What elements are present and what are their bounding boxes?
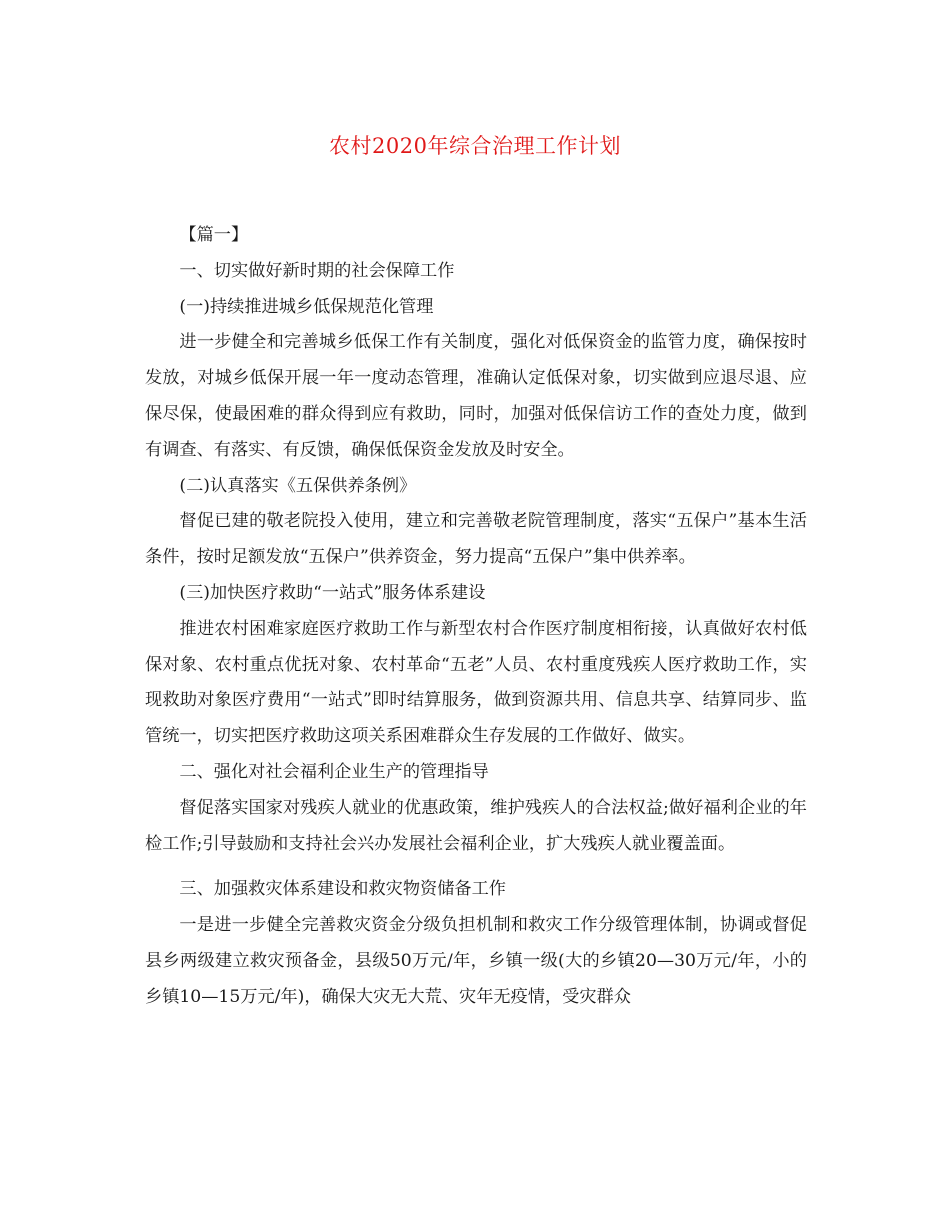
document-title: 农村2020年综合治理工作计划 <box>329 134 621 158</box>
heading-2: 二、强化对社会福利企业生产的管理指导 <box>179 761 489 782</box>
paragraph: 一是进一步健全完善救灾资金分级负担机制和救灾工作分级管理体制，协调或督促县乡两级建立救灾预备金，县级50万元/年，乡镇一级(大的乡镇20—30万元/年，小的乡镇10—15万元/年)，确保大灾无大荒、灾年无疫情，受灾群众 <box>145 915 807 1007</box>
subheading-1-2: (二)认真落实《五保供养条例》 <box>179 475 417 496</box>
subheading-1-1: (一)持续推进城乡低保规范化管理 <box>179 296 434 317</box>
paragraph: 推进农村困难家庭医疗救助工作与新型农村合作医疗制度相衔接，认真做好农村低保对象、农村重点优抚对象、农村革命“五老”人员、农村重度残疾人医疗救助工作，实现救助对象医疗费用“一站式”即时结算服务，做到资源共用、信息共享、结算同步、监管统一，切实把医疗救助这项关系困难群众生存发展的工作做好、做实。 <box>145 618 807 747</box>
heading-1: 一、切实做好新时期的社会保障工作 <box>179 260 455 281</box>
heading-3: 三、加强救灾体系建设和救灾物资储备工作 <box>179 879 506 900</box>
paragraph: 进一步健全和完善城乡低保工作有关制度，强化对低保资金的监管力度，确保按时发放，对城乡低保开展一年一度动态管理，准确认定低保对象，切实做到应退尽退、应保尽保，使最困难的群众得到应有救助，同时，加强对低保信访工作的查处力度，做到有调查、有落实、有反馈，确保低保资金发放及时安全。 <box>145 332 807 460</box>
paragraph: 督促已建的敬老院投入使用，建立和完善敬老院管理制度，落实“五保户”基本生活条件，按时足额发放“五保户”供养资金，努力提高“五保户”集中供养率。 <box>145 511 807 568</box>
section-label: 【篇一】 <box>179 225 249 245</box>
subheading-1-3: (三)加快医疗救助“一站式”服务体系建设 <box>179 582 486 603</box>
document-body <box>145 218 807 1016</box>
paragraph: 督促落实国家对残疾人就业的优惠政策，维护残疾人的合法权益;做好福利企业的年检工作;引导鼓励和支持社会兴办发展社会福利企业，扩大残疾人就业覆盖面。 <box>145 797 807 854</box>
